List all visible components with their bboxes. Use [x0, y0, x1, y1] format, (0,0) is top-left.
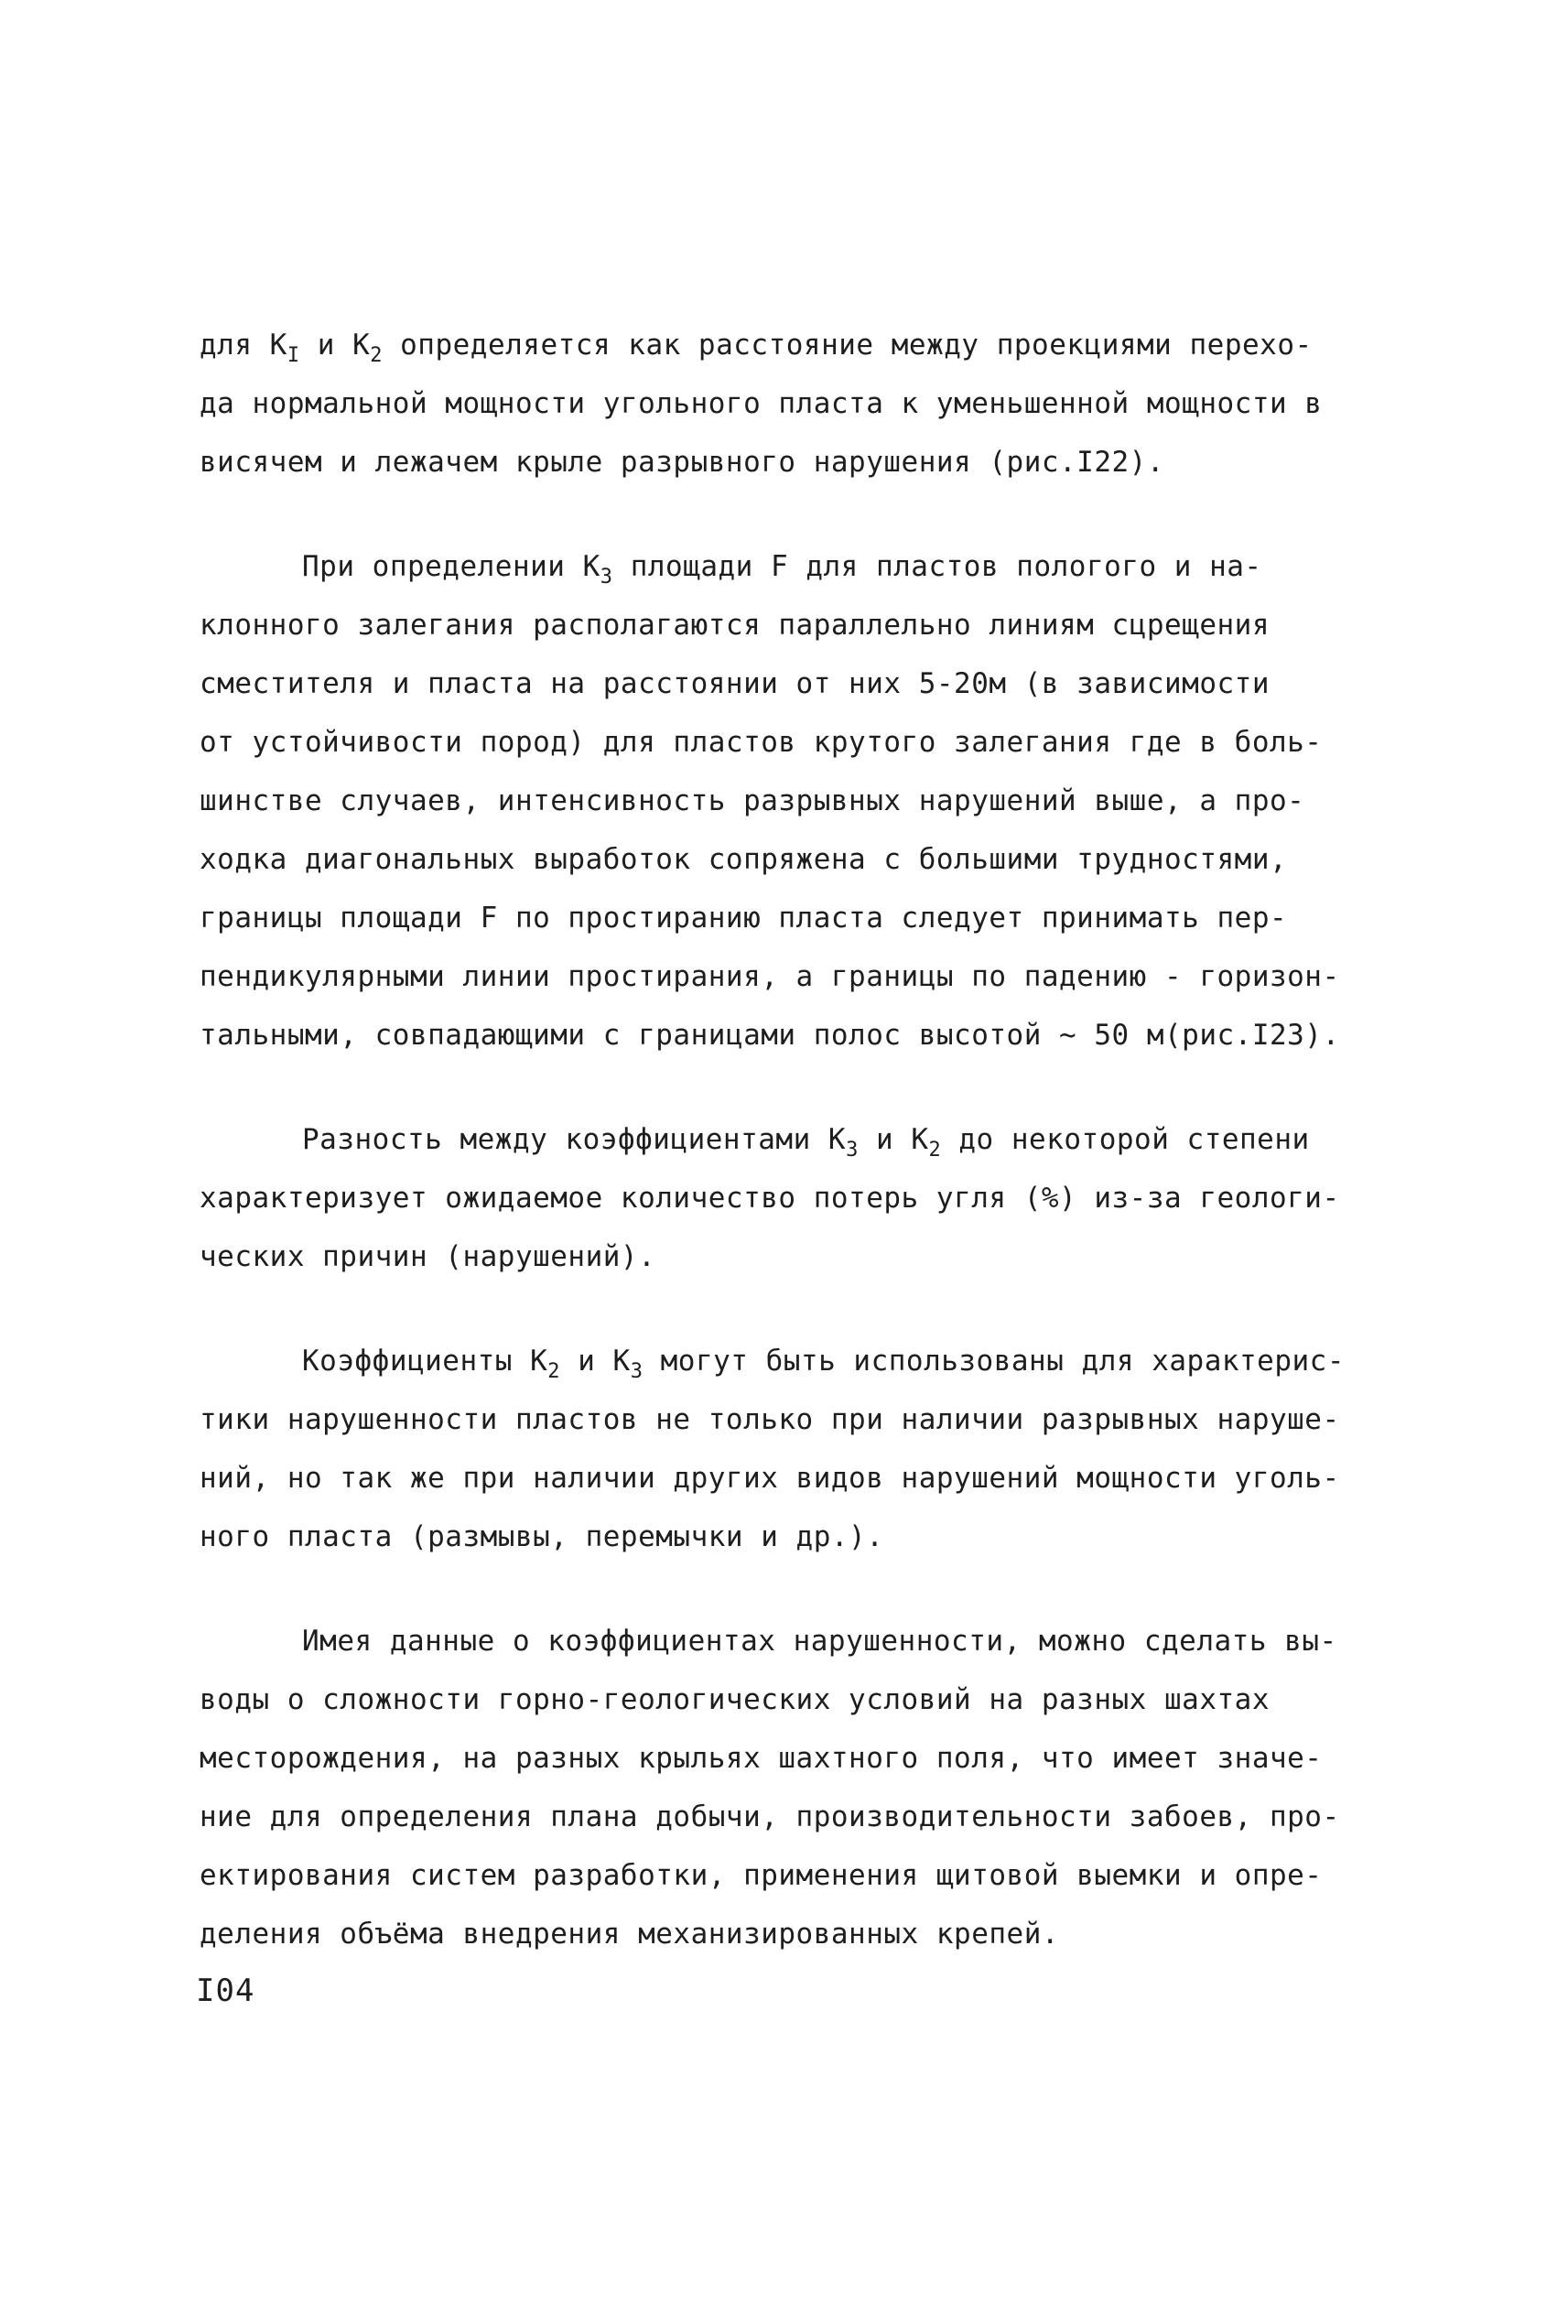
- text-line: сместителя и пласта на расстоянии от них 5-20м (в зависимости: [200, 667, 1270, 700]
- text-line: клонного залегания располагаются параллельно линиям сцрещения: [200, 609, 1270, 642]
- main-text: [200, 316, 1417, 1963]
- text-line: деления объёма внедрения механизированных крепей.: [200, 1918, 1060, 1951]
- paragraph-gap: [200, 1286, 1417, 1332]
- text-line: границы площади F по простиранию пласта следует принимать пер-: [200, 902, 1288, 935]
- subscript: 2: [928, 1139, 942, 1162]
- text-line: При определении $К_3$ площади F для пластов пологого и на-: [302, 550, 1262, 589]
- text-line: ний, но так же при наличии других видов нарушений мощности уголь-: [200, 1462, 1340, 1495]
- paragraph: [200, 316, 1417, 492]
- text-line: пендикулярными линии простирания, а границы по падению - горизон-: [200, 960, 1340, 993]
- paragraph: [200, 1110, 1417, 1286]
- text-line: Имея данные о коэффициентах нарушенности, можно сделать вы-: [302, 1625, 1337, 1658]
- subscript: 3: [630, 1360, 643, 1383]
- subscript: 2: [547, 1360, 561, 1383]
- subscript: I: [287, 344, 300, 367]
- text-line: висячем и лежачем крыле разрывного нарушения (рис.I22).: [200, 446, 1164, 479]
- text-line: Разность между коэффициентами $К_3$ и $К_2$ до некоторой степени: [302, 1123, 1310, 1162]
- paragraph: [200, 1332, 1417, 1566]
- text-line: шинстве случаев, интенсивность разрывных нарушений выше, а про-: [200, 784, 1305, 817]
- text-line: для $К_I$ и $К_2$ определяется как расстояние между проекциями перехо-: [200, 329, 1313, 367]
- text-line: воды о сложности горно-геологических условий на разных шахтах: [200, 1683, 1270, 1716]
- text-line: от устойчивости пород) для пластов крутого залегания где в боль-: [200, 726, 1323, 759]
- subscript: 3: [846, 1139, 859, 1162]
- page-number: I04: [196, 1973, 255, 2009]
- subscript: 2: [370, 344, 383, 367]
- text-line: ческих причин (нарушений).: [200, 1240, 656, 1273]
- paragraph: [200, 1612, 1417, 1963]
- text-line: ние для определения плана добычи, производительности забоев, про-: [200, 1800, 1340, 1833]
- text-line: тальными, совпадающими с границами полос высотой ~ 50 м(рис.I23).: [200, 1019, 1340, 1052]
- paragraph-gap: [200, 492, 1417, 537]
- text-line: характеризует ожидаемое количество потерь угля (%) из-за геологи-: [200, 1182, 1340, 1215]
- text-line: ного пласта (размывы, перемычки и др.).: [200, 1520, 884, 1553]
- text-line: месторождения, на разных крыльях шахтного поля, что имеет значе-: [200, 1742, 1323, 1775]
- subscript: 3: [600, 566, 613, 589]
- text-line: ектирования систем разработки, применения щитовой выемки и опре-: [200, 1859, 1323, 1892]
- text-line: да нормальной мощности угольного пласта к уменьшенной мощности в: [200, 387, 1323, 420]
- paragraph: [200, 537, 1417, 1065]
- paragraph-gap: [200, 1566, 1417, 1612]
- paragraph-gap: [200, 1065, 1417, 1110]
- text-line: Коэффициенты $К_2$ и $К_3$ могут быть использованы для характерис-: [302, 1345, 1345, 1383]
- text-line: тики нарушенности пластов не только при наличии разрывных наруше-: [200, 1403, 1340, 1436]
- text-line: ходка диагональных выработок сопряжена с большими трудностями,: [200, 843, 1288, 876]
